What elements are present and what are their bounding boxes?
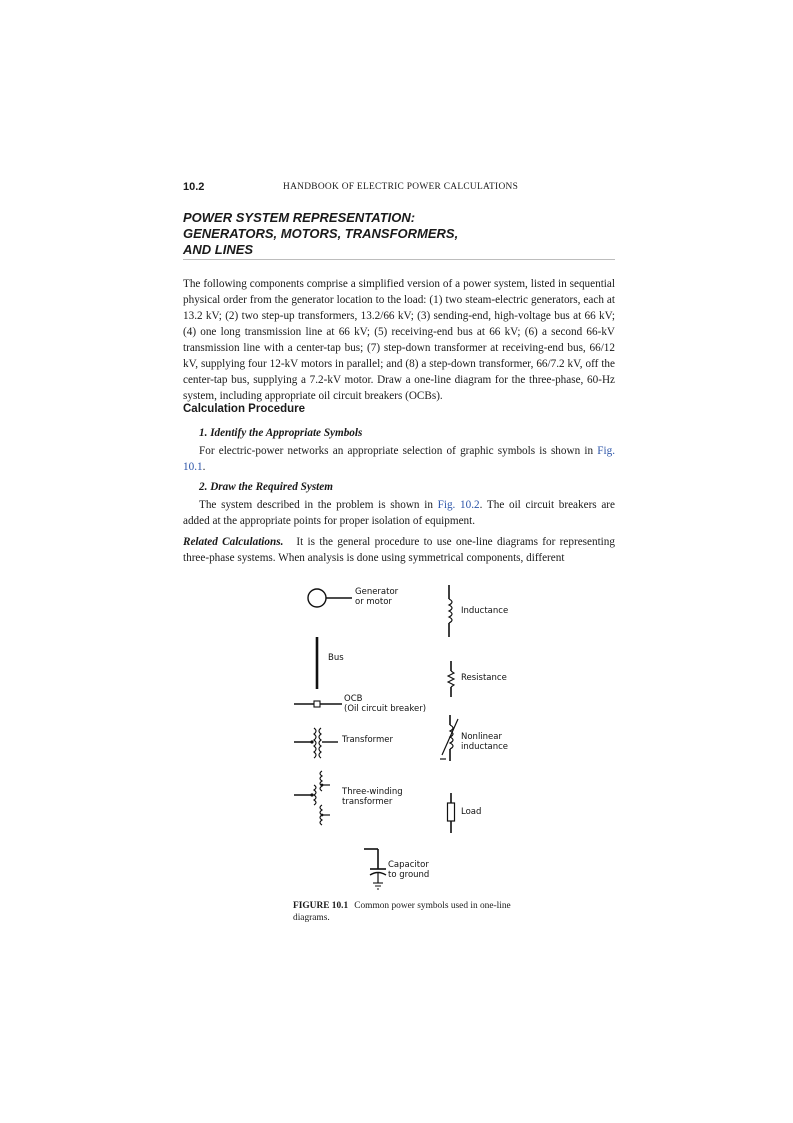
related-text: It is the general procedure to use one-line diagrams for representing three-phase systems. When analysis is done using symmetrical components, different (183, 536, 615, 564)
load-symbol (446, 793, 458, 835)
nonlinear-inductance-icon (438, 715, 460, 763)
load-icon (446, 793, 458, 835)
three-winding-label-line: transformer (342, 797, 393, 807)
capacitor-label (388, 860, 429, 880)
fig-10-1-link[interactable]: Fig. 10.1 (183, 445, 615, 473)
capacitor-label-line: to ground (388, 870, 430, 880)
step2-text-end: . The oil circuit breakers are added at the appropriate points for proper isolation of equipment. (183, 499, 615, 527)
ocb-label (344, 694, 426, 714)
step2-paragraph (183, 497, 615, 529)
capacitor-symbol (364, 847, 386, 891)
page-number: 10.2 (183, 181, 205, 193)
ocb-label-line: (Oil circuit breaker) (344, 704, 427, 714)
step1-text-end: . (202, 461, 206, 473)
three-winding-label (342, 787, 403, 807)
resistance-icon (446, 661, 458, 697)
three-winding-label-line: Three-winding (342, 787, 403, 797)
generator-label-line: or motor (355, 597, 392, 607)
running-head (183, 181, 615, 195)
ocb-label-line: OCB (344, 694, 363, 704)
section-title-line: GENERATORS, MOTORS, TRANSFORMERS, (183, 226, 459, 241)
generator-icon (306, 587, 354, 609)
three-winding-transformer-icon (294, 769, 334, 829)
generator-label-line: Generator (355, 587, 399, 597)
inductance-label: Inductance (461, 606, 509, 616)
resistance-label: Resistance (461, 673, 507, 683)
capacitor-label-line: Capacitor (388, 860, 429, 870)
section-title-line: POWER SYSTEM REPRESENTATION: (183, 210, 416, 225)
transformer-symbol (294, 726, 338, 758)
bus-icon (314, 637, 320, 689)
bus-label: Bus (328, 653, 344, 663)
ocb-icon (294, 699, 344, 709)
transformer-icon (294, 726, 338, 758)
caption-text: Common power symbols used in one-line diagrams. (293, 901, 511, 923)
nonlinear-label-line: inductance (461, 742, 509, 752)
book-title: HANDBOOK OF ELECTRIC POWER CALCULATIONS (283, 182, 519, 192)
caption-label: FIGURE 10.1 (293, 901, 349, 911)
inductance-icon (444, 585, 458, 637)
related-paragraph (183, 534, 615, 566)
nonlinear-symbol (438, 715, 460, 763)
step1-heading: 1. Identify the Appropriate Symbols (199, 427, 363, 439)
transformer-label: Transformer (342, 735, 394, 745)
step1-text: For electric-power networks an appropriate selection of graphic symbols is shown in (199, 445, 598, 457)
figure-caption (293, 900, 513, 924)
section-title-line: AND LINES (183, 242, 254, 257)
inductance-symbol (444, 585, 458, 637)
bus-symbol (314, 637, 320, 689)
title-rule (183, 259, 615, 260)
intro-paragraph: The following components comprise a simplified version of a power system, listed in sequential physical order from the generator location to the load: (1) two steam-electric generators, each at 13.2 kV; (2) two step-up transformers, 13.2/66 kV; (3) sending-end, high-voltage bus at 66 kV; (4) one long transmission line at 66 kV; (5) receiving-end bus at 66 kV; (6) a second 66-kV transmission line with a center-tap bus; (7) step-down transformer at receiving-end bus, 66/12 kV, supplying four 12-kV motors in parallel; and (8) a step-down transformer, 66/7.2 kV, off the center-tap bus, supplying a 7.2-kV motor. Draw a one-line diagram for the three-phase, 60-Hz system, including appropriate oil circuit breakers (OCBs). (183, 278, 615, 402)
generator-label (355, 587, 398, 607)
generator-symbol (306, 587, 354, 609)
section-title (183, 210, 615, 258)
load-label: Load (461, 807, 482, 817)
procedure-heading: Calculation Procedure (183, 403, 306, 415)
step1-paragraph (183, 443, 615, 475)
capacitor-icon (364, 847, 386, 891)
figure-10-1 (280, 575, 520, 900)
resistance-symbol (446, 661, 458, 697)
ocb-symbol (294, 699, 344, 709)
nonlinear-label-line: Nonlinear (461, 732, 502, 742)
step2-text: The system described in the problem is shown in (199, 499, 438, 511)
step2-heading: 2. Draw the Required System (199, 481, 333, 493)
three-winding-symbol (294, 769, 334, 829)
nonlinear-label (461, 732, 508, 752)
fig-10-2-link[interactable]: Fig. 10.2 (437, 499, 480, 511)
related-lead: Related Calculations. (183, 536, 284, 548)
